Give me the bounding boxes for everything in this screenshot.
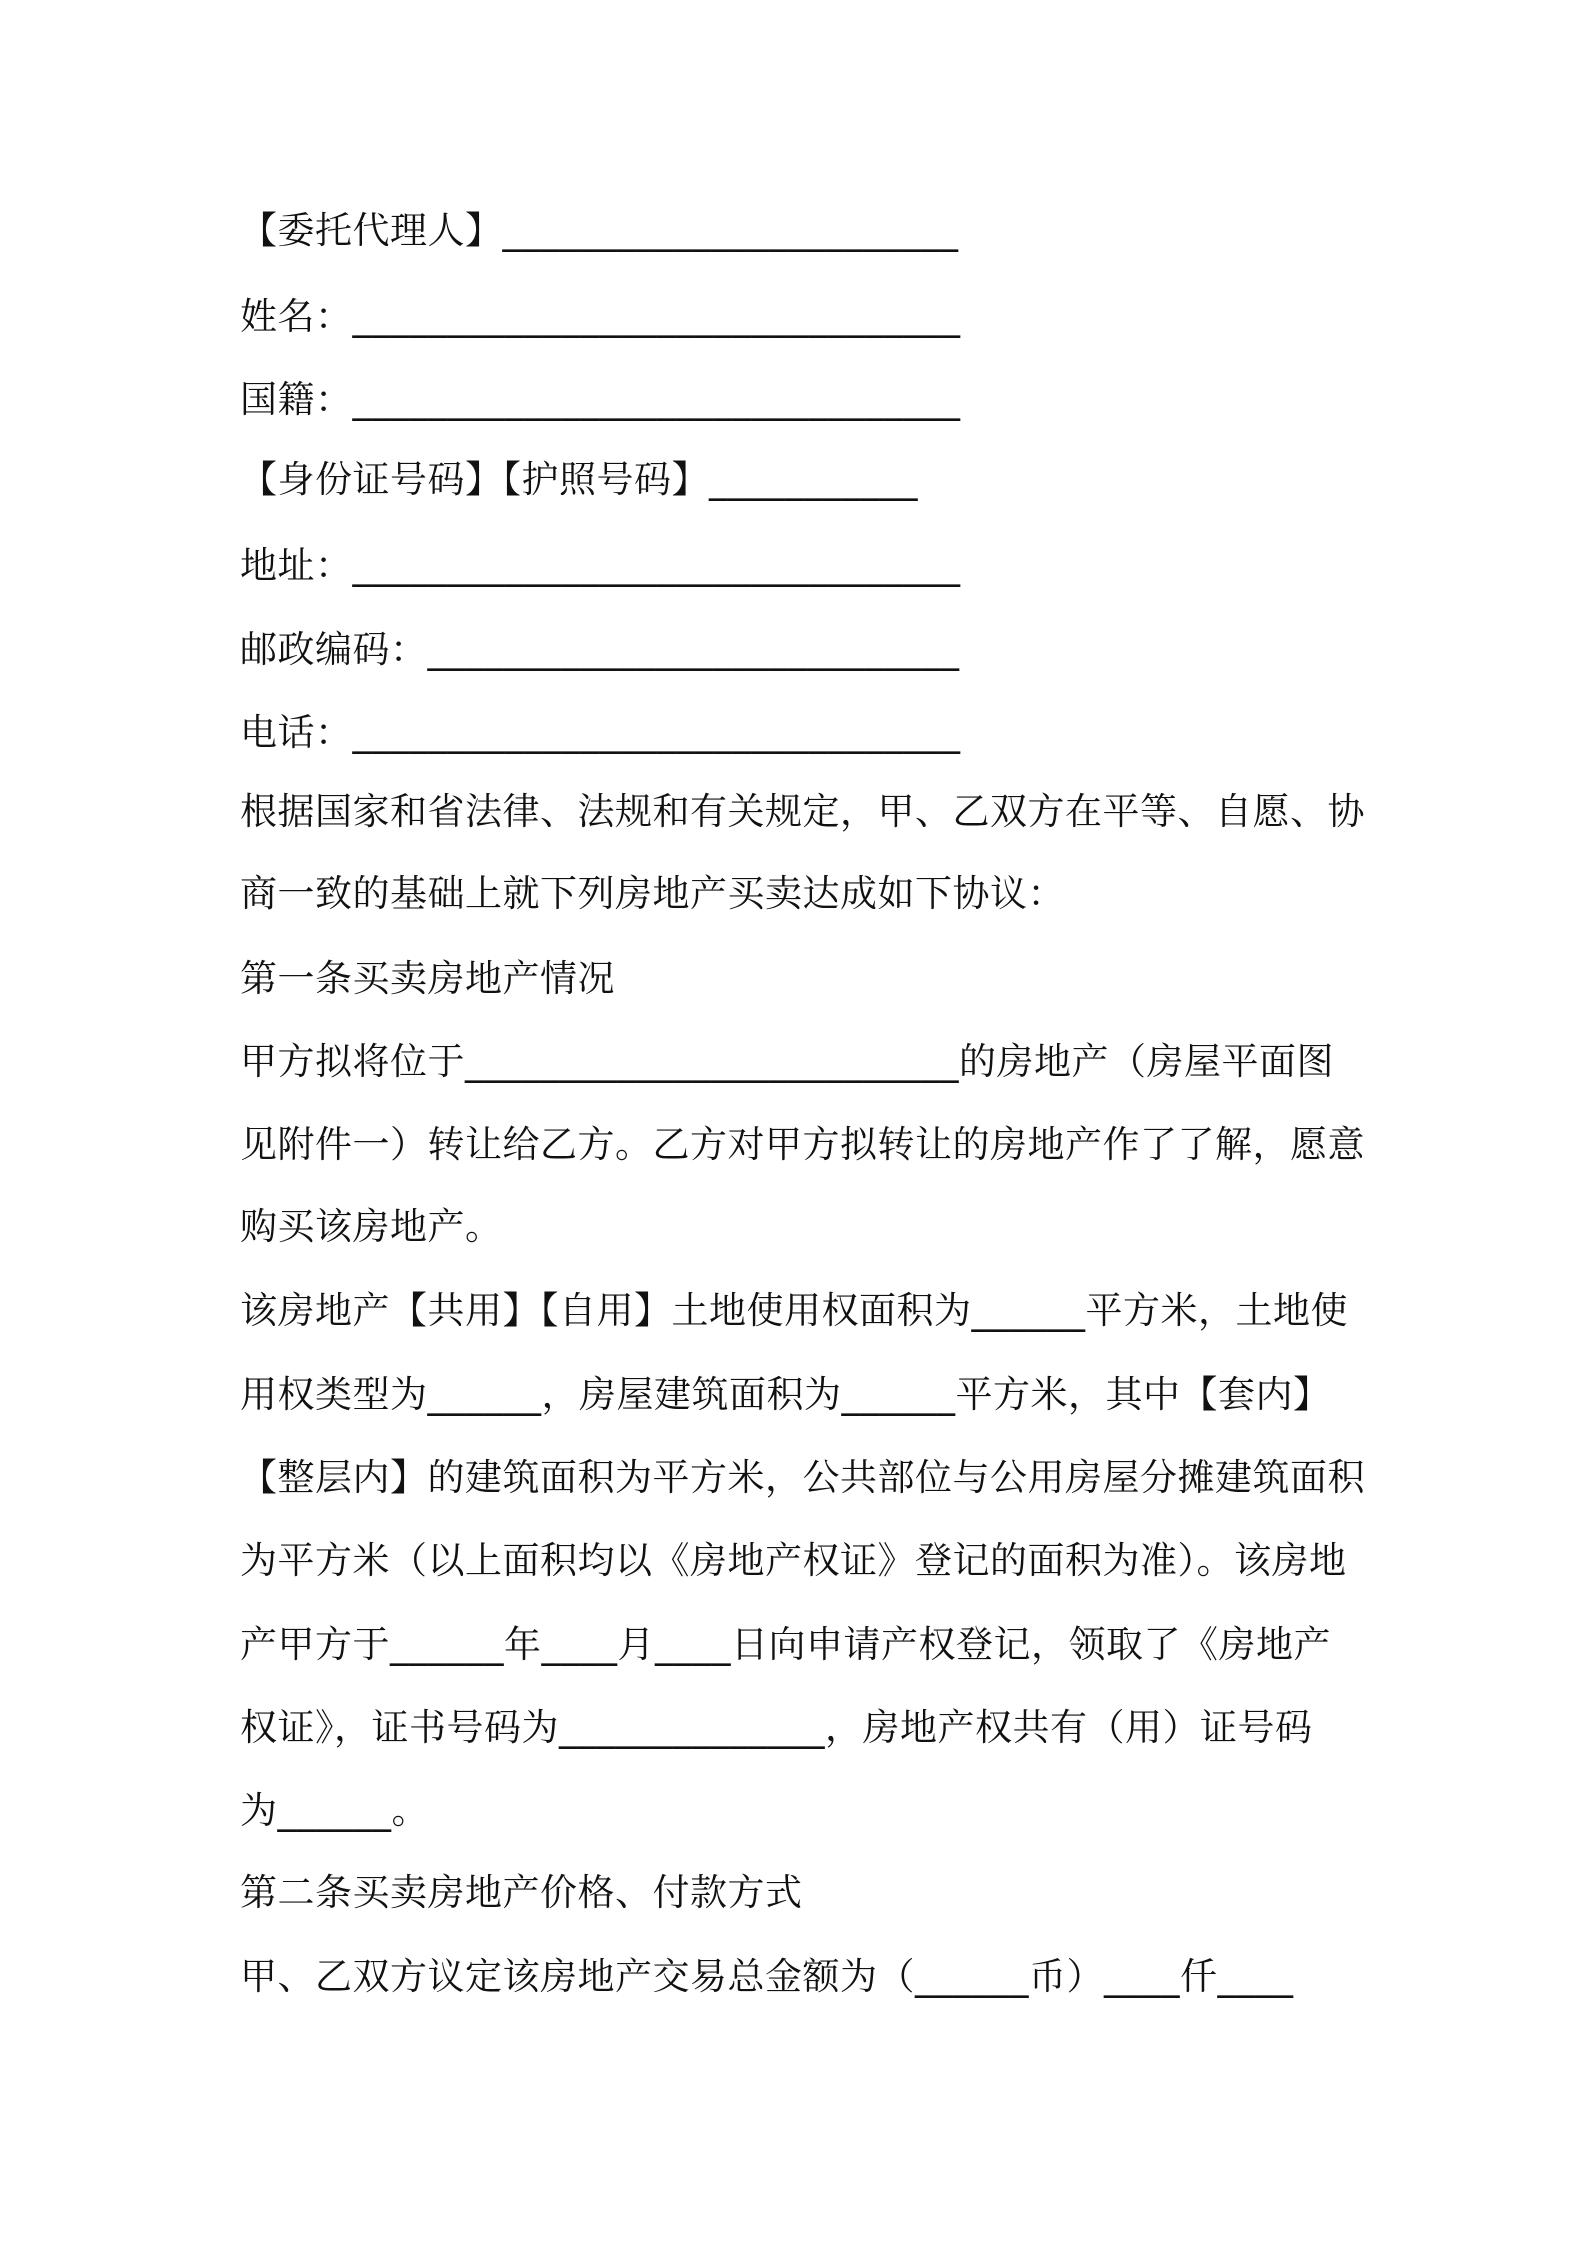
paragraph-line: 根据国家和省法律、法规和有关规定，甲、乙双方在平等、自愿、协 — [240, 790, 1365, 833]
paragraph-line: 该房地产【共用】【自用】土地使用权面积为______平方米，土地使 — [240, 1289, 1348, 1332]
paragraph-line: 见附件一）转让给乙方。乙方对甲方拟转让的房地产作了了解，愿意 — [240, 1123, 1365, 1166]
nationality-field-line: 国籍：________________________________ — [240, 378, 961, 421]
paragraph-line: 权证》，证书号码为______________，房地产权共有（用）证号码 — [240, 1706, 1313, 1749]
phone-field-line: 电话：________________________________ — [240, 711, 961, 754]
article-two-heading: 第二条买卖房地产价格、付款方式 — [240, 1871, 803, 1914]
article-one-heading: 第一条买卖房地产情况 — [240, 957, 615, 1000]
name-field-line: 姓名：________________________________ — [240, 295, 961, 338]
paragraph-line: 甲方拟将位于__________________________的房地产（房屋平面图 — [240, 1040, 1334, 1083]
id-passport-field-line: 【身份证号码】【护照号码】___________ — [240, 458, 918, 501]
paragraph-line: 【整层内】的建筑面积为平方米，公共部位与公用房屋分摊建筑面积 — [240, 1456, 1365, 1499]
paragraph-line: 产甲方于______年____月____日向申请产权登记，领取了《房地产 — [240, 1623, 1331, 1666]
address-field-line: 地址：________________________________ — [240, 544, 961, 587]
agent-heading-line: 【委托代理人】________________________ — [240, 209, 959, 252]
paragraph-line: 购买该房地产。 — [240, 1205, 503, 1248]
postal-code-field-line: 邮政编码：____________________________ — [240, 628, 960, 671]
paragraph-line: 为平方米（以上面积均以《房地产权证》登记的面积为准）。该房地 — [240, 1539, 1347, 1582]
paragraph-line: 甲、乙双方议定该房地产交易总金额为（______币）____仟____ — [240, 1955, 1294, 1998]
paragraph-line: 为______。 — [240, 1789, 429, 1832]
paragraph-line: 商一致的基础上就下列房地产买卖达成如下协议： — [240, 872, 1065, 915]
paragraph-line: 用权类型为______，房屋建筑面积为______平方米，其中【套内】 — [240, 1373, 1331, 1416]
